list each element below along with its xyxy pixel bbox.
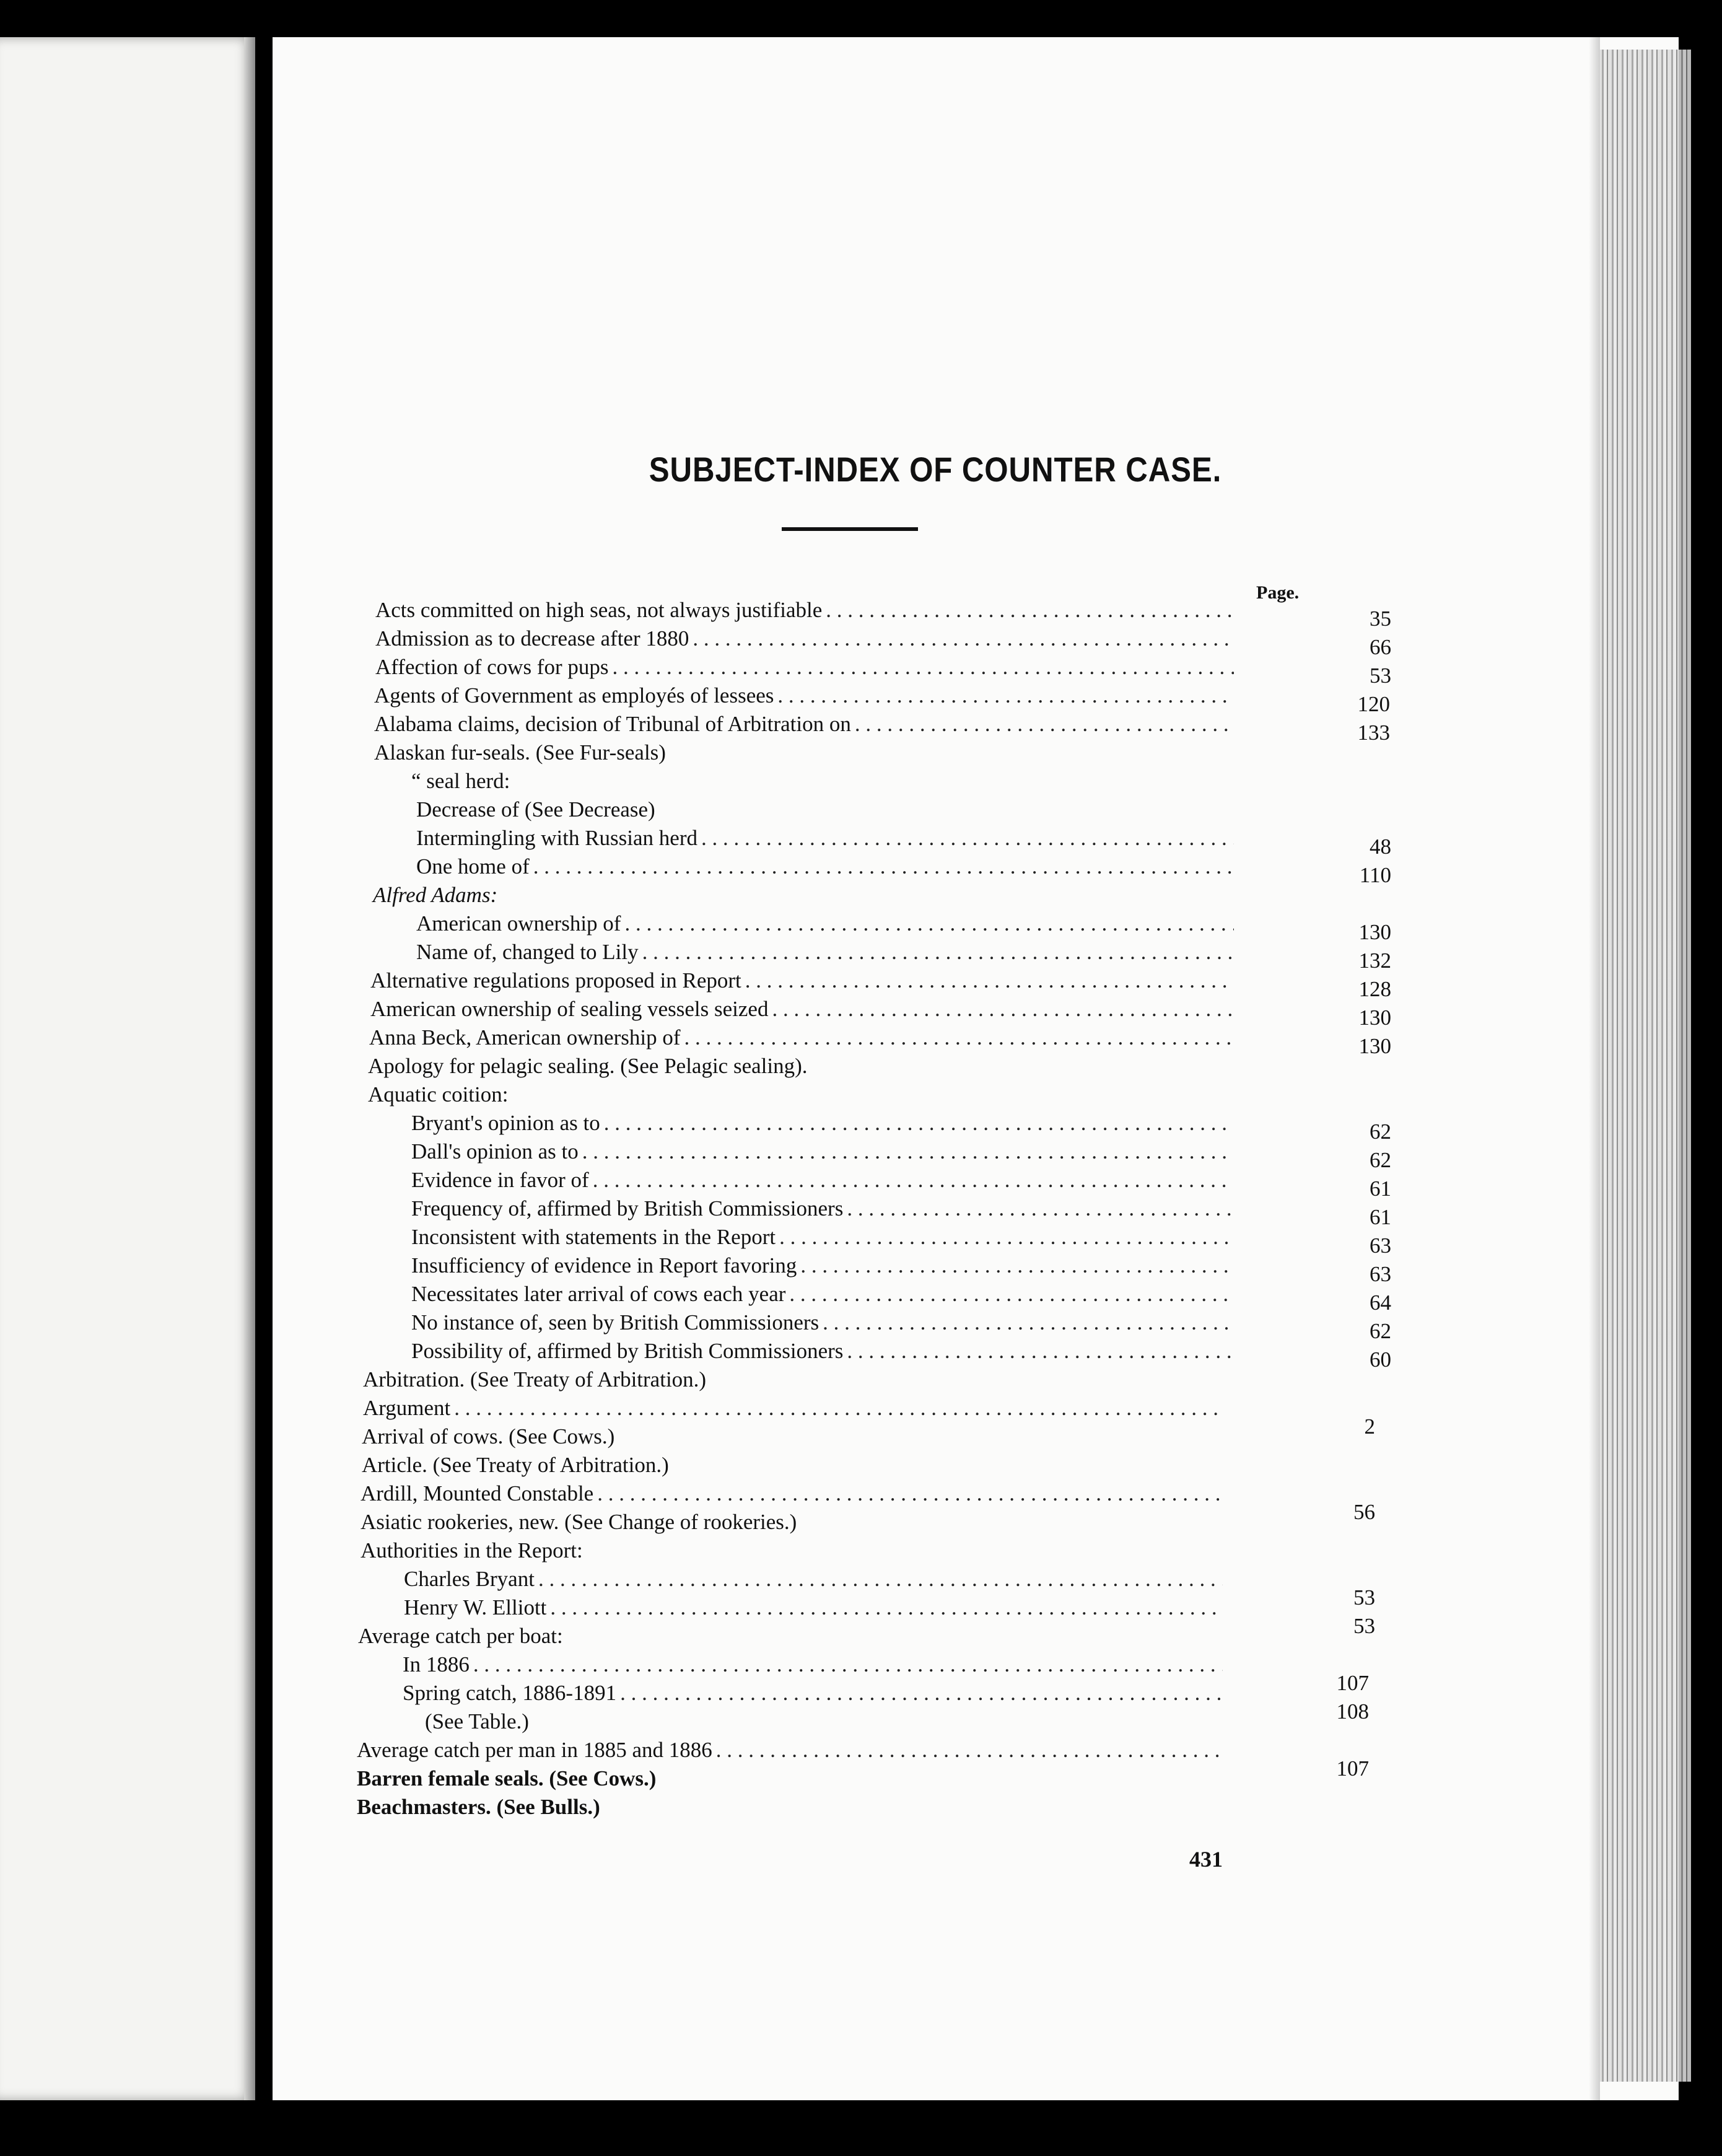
index-entry: Alaskan fur-seals. (See Fur-seals) (374, 740, 666, 765)
index-entry: Average catch per boat: (358, 1624, 563, 1648)
index-entry: Anna Beck, American ownership of . . . 130 (369, 1025, 1238, 1056)
index-entry: Ardill, Mounted Constable . . . 56 (361, 1481, 1226, 1512)
index-entry: In 1886 . . . 107 (403, 1652, 1226, 1683)
index-entry: No instance of, seen by British Commissioners . . . 62 (411, 1310, 1235, 1341)
index-entry: One home of . . . 110 (416, 854, 1238, 885)
index-entry: Average catch per man in 1885 and 1886 . . . 107 (357, 1738, 1226, 1769)
index-entry: Barren female seals. (See Cows.) (357, 1766, 657, 1790)
index-entry: Possibility of, affirmed by British Commissioners . . . 60 (411, 1339, 1235, 1370)
index-entry: Arrival of cows. (See Cows.) (362, 1424, 615, 1448)
index-entry: Article. (See Treaty of Arbitration.) (362, 1453, 669, 1477)
index-entry: Intermingling with Russian herd . . . 48 (416, 826, 1238, 857)
index-entry: Inconsistent with statements in the Report . . . 63 (411, 1225, 1235, 1256)
index-entry: Acts committed on high seas, not always justifiable . . . 35 (375, 598, 1238, 629)
index-entry: American ownership of sealing vessels seized . . . 130 (370, 997, 1238, 1028)
index-entry: Charles Bryant . . . 53 (404, 1567, 1226, 1598)
index-entry: Argument . . . 2 (363, 1396, 1226, 1427)
index-entry: Spring catch, 1886-1891 . . . 108 (403, 1681, 1226, 1712)
index-entry: Affection of cows for pups . . . 53 (375, 655, 1238, 686)
index-entry: “ seal herd: (411, 769, 510, 793)
index-entry: Beachmasters. (See Bulls.) (357, 1795, 600, 1819)
page-number: 431 (1189, 1847, 1223, 1872)
index-entry: Arbitration. (See Treaty of Arbitration.) (363, 1367, 707, 1391)
index-entry: Decrease of (See Decrease) (416, 797, 655, 822)
index-entry: American ownership of . . . 130 (416, 911, 1238, 942)
index-entry: Bryant's opinion as to . . . 62 (411, 1111, 1235, 1142)
index-entry: Aquatic coition: (368, 1082, 509, 1106)
index-entry: Apology for pelagic sealing. (See Pelagic sealing). (368, 1054, 808, 1078)
page-column-header: Page. (1256, 582, 1300, 603)
index-entry: Asiatic rookeries, new. (See Change of rookeries.) (361, 1510, 797, 1534)
index-entry: Dall's opinion as to . . . 62 (411, 1139, 1235, 1170)
index-entry: (See Table.) (425, 1709, 529, 1733)
index-entry: Necessitates later arrival of cows each year . . . 64 (411, 1282, 1235, 1313)
index-entry: Name of, changed to Lily . . . 132 (416, 940, 1238, 971)
index-entry: Alabama claims, decision of Tribunal of Arbitration on . . . 133 (374, 712, 1238, 743)
index-entry: Alternative regulations proposed in Report . . . 128 (370, 968, 1238, 999)
index-entry: Alfred Adams: (373, 883, 498, 907)
index-entry: Henry W. Elliott . . . 53 (404, 1595, 1226, 1626)
index-entry: Frequency of, affirmed by British Commissioners . . . 61 (411, 1196, 1235, 1227)
index-entry: Authorities in the Report: (361, 1538, 583, 1562)
page-title: SUBJECT-INDEX OF COUNTER CASE. (649, 450, 1222, 489)
index-entry: Evidence in favor of . . . 61 (411, 1168, 1235, 1199)
index-entry: Agents of Government as employés of lessees . . . 120 (374, 683, 1238, 714)
index-entry: Admission as to decrease after 1880 . . . 66 (375, 626, 1238, 657)
index-entry: Insufficiency of evidence in Report favoring . . . 63 (411, 1253, 1235, 1284)
